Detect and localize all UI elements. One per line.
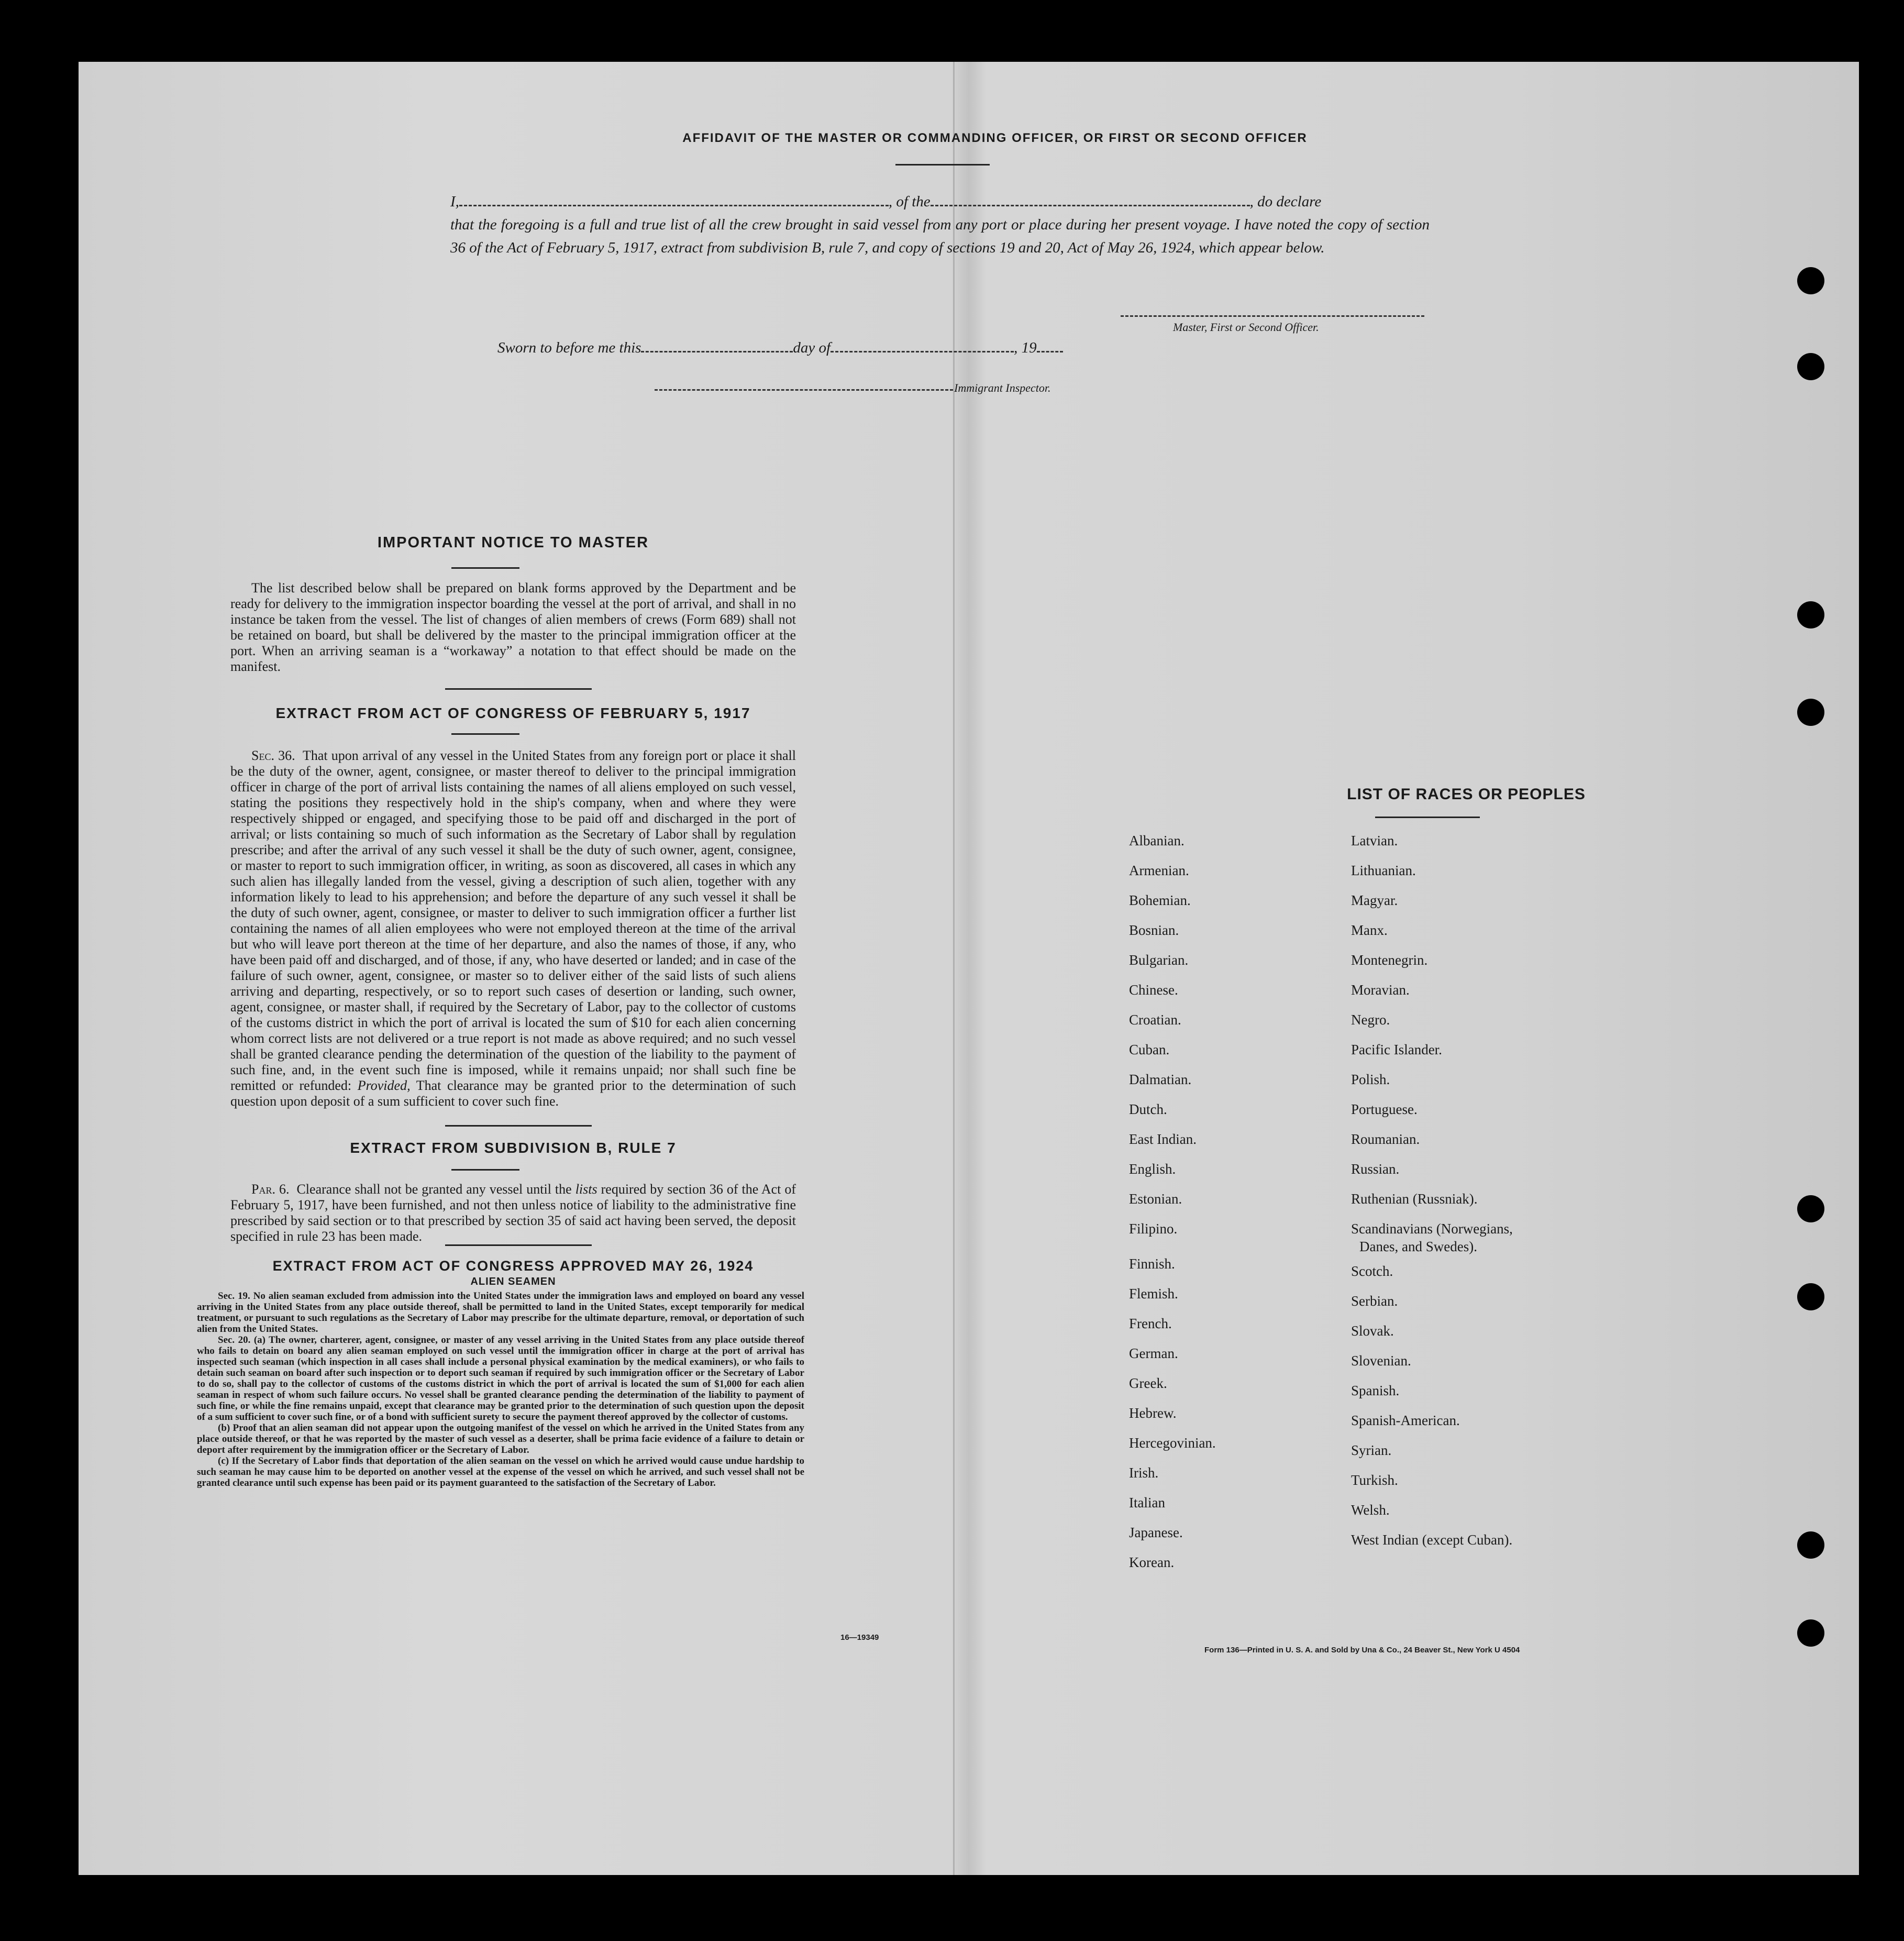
extract-1917-title: EXTRACT FROM ACT OF CONGRESS OF FEBRUARY 5, 1917	[275, 705, 751, 721]
master-label: Master, First or Second Officer.	[1173, 321, 1319, 334]
sec-36-text	[230, 748, 796, 1109]
race-item: Lithuanian.	[1351, 863, 1416, 878]
notice-paragraph: The list described below shall be prepared on blank forms approved by the Department and be ready for delivery to the immigration inspector boarding the vessel at the port of arrival, and shall in no instance be taken from the vessel. The list of changes of alien members of crews (Form 689) shall not be retained on board, but shall be delivered by the master to the principal immigration officer at the port. When an arriving seaman is a “workaway” a notation to that effect should be made on the manifest.	[230, 580, 796, 674]
race-item: Syrian.	[1351, 1442, 1392, 1458]
race-item: Turkish.	[1351, 1472, 1398, 1488]
sec-36-label: Sec. 36.	[251, 748, 295, 763]
punch-hole	[1797, 267, 1824, 294]
punch-hole	[1797, 1283, 1824, 1310]
par-6-label: Par. 6.	[251, 1182, 290, 1197]
affidavit-do-declare: , do declare	[1249, 193, 1322, 210]
extract-1924-body	[197, 1291, 804, 1488]
divider	[451, 567, 519, 569]
divider	[445, 1244, 592, 1246]
alien-seamen-subtitle: ALIEN SEAMEN	[470, 1276, 556, 1287]
sec-20c-text: (c) If the Secretary of Labor finds that deportation of the alien seaman on the vessel on which he arrived would cause undue hardship to such seaman he may cause him to be deported on another vessel at the expense of the vessel on which he arrived, and such vessel shall not be granted clearance until such expense has been paid or its payment guaranteed to the satisfaction of the Secretary of Labor.	[197, 1455, 804, 1488]
fold-line	[953, 62, 955, 1875]
race-item: Greek.	[1129, 1375, 1167, 1391]
sworn-year: , 19	[1014, 339, 1037, 356]
race-item: Chinese.	[1129, 982, 1178, 998]
sworn-line	[497, 339, 1063, 357]
race-item: Filipino.	[1129, 1221, 1178, 1237]
divider	[451, 1169, 519, 1171]
race-item: Danes, and Swedes).	[1359, 1239, 1477, 1254]
races-title: LIST OF RACES OR PEOPLES	[1347, 786, 1586, 803]
race-item: Finnish.	[1129, 1256, 1175, 1272]
race-item: Bulgarian.	[1129, 952, 1189, 968]
par-6-body-b: required by section 36 of the Act of February 5, 1917, have been furnished, and not then unless notice of liability to the administrative fine prescribed by said section or to that prescribed by section 35 of said act having been served, the deposit specified in rule 23 has been made.	[230, 1182, 796, 1244]
punch-hole	[1797, 353, 1824, 380]
race-item: Croatian.	[1129, 1012, 1181, 1028]
affidavit-title: AFFIDAVIT OF THE MASTER OR COMMANDING OFFICER, OR FIRST OR SECOND OFFICER	[682, 131, 1308, 145]
race-item: Serbian.	[1351, 1293, 1398, 1309]
sec-20b-text: (b) Proof that an alien seaman did not appear upon the outgoing manifest of the vessel on which he arrived in the United States from any place outside thereof, or that he was reported by the master of such vessel as a deserter, shall be prima facie evidence of a failure to detain or deport after requirement by the immigration officer or the Secretary of Labor.	[197, 1422, 804, 1455]
race-item: Ruthenian (Russniak).	[1351, 1191, 1478, 1207]
sec-20a-text: Sec. 20. (a) The owner, charterer, agent, consignee, or master of any vessel arriving in the United States from any place outside thereof who fails to detain on board any alien seaman employed on such vessel until the immigration officer in charge at the port of arrival has inspected such seaman (which inspection in all cases shall include a personal physical examination by the medical examiners), or who fails to detain such seaman on board after such inspection or to deport such seaman if required by such immigration officer or the Secretary of Labor to do so, shall pay to the collector of customs of the customs district in which the port of arrival is located the sum of $1,000 for each alien seaman in respect of whom such failure occurs. No vessel shall be granted clearance pending the determination of the liability to payment of such fine, or while the fine remains unpaid, except that clearance may be granted prior to the determination of such question upon the deposit of a sum sufficient to cover such fine, or of a bond with sufficient surety to secure the payment thereof approved by the collector of customs.	[197, 1335, 804, 1422]
inspector-signature-line[interactable]	[655, 389, 953, 391]
race-item: Italian	[1129, 1495, 1165, 1510]
par-6-text	[230, 1182, 796, 1244]
race-item: Polish.	[1351, 1072, 1390, 1087]
race-item: Estonian.	[1129, 1191, 1182, 1207]
punch-hole	[1797, 1531, 1824, 1559]
race-item: Hercegovinian.	[1129, 1435, 1216, 1451]
race-item: Pacific Islander.	[1351, 1042, 1442, 1057]
sec-19-text: Sec. 19. No alien seaman excluded from admission into the United States under the immigration laws and employed on board any vessel arriving in the United States from any place outside thereof, shall be permitted to land in the United States, except temporarily for medical treatment, or pursuant to such regulations as the Secretary of Labor may prescribe for the ultimate departure, removal, or deportation of such alien from the United States.	[197, 1291, 804, 1335]
race-item: Dutch.	[1129, 1101, 1167, 1117]
race-item: Irish.	[1129, 1465, 1159, 1481]
race-item: Roumanian.	[1351, 1131, 1420, 1147]
race-item: Montenegrin.	[1351, 952, 1428, 968]
divider	[445, 1125, 592, 1127]
race-item: Scotch.	[1351, 1263, 1393, 1279]
race-item: Negro.	[1351, 1012, 1390, 1028]
rule-7-title: EXTRACT FROM SUBDIVISION B, RULE 7	[350, 1140, 677, 1156]
affidavit-body: that the foregoing is a full and true list of all the crew brought in said vessel from any port or place during her present voyage. I have noted the copy of section 36 of the Act of February 5, 1917, extract from subdivision B, rule 7, and copy of sections 19 and 20, Act of May 26, 1924, which appear below.	[450, 216, 1430, 256]
punch-hole	[1797, 601, 1824, 628]
provided-label: Provided,	[357, 1078, 411, 1093]
race-item: Korean.	[1129, 1554, 1175, 1570]
form-footer: Form 136—Printed in U. S. A. and Sold by Una & Co., 24 Beaver St., New York U 4504	[1204, 1646, 1520, 1655]
race-item: East Indian.	[1129, 1131, 1197, 1147]
sec-36-body: That upon arrival of any vessel in the United States from any foreign port or place it shall be the duty of the owner, agent, consignee, or master thereof to deliver to the principal immigration officer in charge of the port of arrival lists containing the names of all aliens employed on such vessel, stating the positions they respectively hold in the ship's company, when and where they were respectively shipped or engaged, and specifying those to be paid off and discharged in the port of arrival; or lists containing so much of such information as the Secretary of Labor shall by regulation prescribe; and after the arrival of any such vessel it shall be the duty of such owner, agent, consignee, or master to report to such immigration officer, in writing, as soon as discovered, all cases in which any such alien has illegally landed from the vessel, giving a description of such alien, together with any information likely to lead to his apprehension; and before the departure of any such vessel it shall be the duty of such owner, agent, consignee, or master to deliver to such immigration officer a further list containing the names of all alien employees who were not employed thereon at the time of the arrival but who will leave port thereon at the time of her departure, and also the names of those, if any, who have been paid off and discharged, and of those, if any, who have deserted or landed; and in case of the failure of such owner, agent, consignee, or master so to deliver either of the said lists of such aliens arriving and departing, respectively, or so to report such cases of desertion or landing, such owner, agent, consignee, or master shall, if required by the Secretary of Labor, pay to the collector of customs of the customs district in which the port of arrival is located the sum of $10 for each alien concerning whom correct lists are not delivered or a true report is not made as above required; and no such vessel shall be granted clearance pending the determination of the question of the liability to the payment of such fine, and, in the event such fine is imposed, while it remains unpaid; nor shall such fine be remitted or refunded:	[230, 748, 796, 1093]
extract-1924-title: EXTRACT FROM ACT OF CONGRESS APPROVED MAY 26, 1924	[272, 1258, 754, 1274]
affidavit-declaration	[450, 190, 1430, 259]
race-item: French.	[1129, 1316, 1172, 1331]
race-item: Welsh.	[1351, 1502, 1390, 1518]
race-item: Portuguese.	[1351, 1101, 1418, 1117]
affidavit-of-the: , of the	[888, 193, 931, 210]
race-item: Magyar.	[1351, 892, 1398, 908]
race-item: Bohemian.	[1129, 892, 1191, 908]
race-item: Manx.	[1351, 922, 1388, 938]
race-item: Dalmatian.	[1129, 1072, 1192, 1087]
race-item: Russian.	[1351, 1161, 1400, 1177]
race-item: English.	[1129, 1161, 1176, 1177]
race-item: Slovak.	[1351, 1323, 1394, 1339]
race-item: Hebrew.	[1129, 1405, 1177, 1421]
document-sheet	[79, 62, 1859, 1875]
race-item: Scandinavians (Norwegians,	[1351, 1221, 1513, 1237]
notice-title: IMPORTANT NOTICE TO MASTER	[377, 534, 649, 551]
race-item: Albanian.	[1129, 833, 1185, 848]
race-item: Slovenian.	[1351, 1353, 1411, 1369]
sworn-day-of: day of	[793, 339, 831, 356]
sworn-label: Sworn to before me this	[497, 339, 641, 356]
race-item: Armenian.	[1129, 863, 1189, 878]
punch-hole	[1797, 1619, 1824, 1647]
par-6-body-a: Clearance shall not be granted any vessel until the	[296, 1182, 572, 1197]
divider	[451, 733, 519, 735]
race-item: Japanese.	[1129, 1525, 1183, 1540]
race-item: German.	[1129, 1346, 1178, 1361]
divider	[895, 164, 990, 166]
form-code: 16—19349	[840, 1633, 879, 1642]
race-item: West Indian (except Cuban).	[1351, 1532, 1513, 1548]
punch-hole	[1797, 699, 1824, 726]
divider	[1375, 817, 1480, 818]
punch-hole	[1797, 1195, 1824, 1222]
divider	[445, 688, 592, 690]
race-item: Latvian.	[1351, 833, 1398, 848]
race-item: Moravian.	[1351, 982, 1410, 998]
race-item: Spanish.	[1351, 1383, 1400, 1398]
lists-word: lists	[575, 1182, 597, 1197]
race-item: Spanish-American.	[1351, 1413, 1460, 1428]
race-item: Bosnian.	[1129, 922, 1179, 938]
race-item: Flemish.	[1129, 1286, 1178, 1302]
race-item: Cuban.	[1129, 1042, 1170, 1057]
inspector-label: Immigrant Inspector.	[954, 381, 1051, 394]
affidavit-i: I,	[450, 193, 459, 210]
sec-36-end: That clearance may be granted prior to the determination of such question upon deposit of a sum sufficient to cover such fine.	[230, 1078, 796, 1109]
master-signature-line[interactable]	[1121, 315, 1424, 317]
